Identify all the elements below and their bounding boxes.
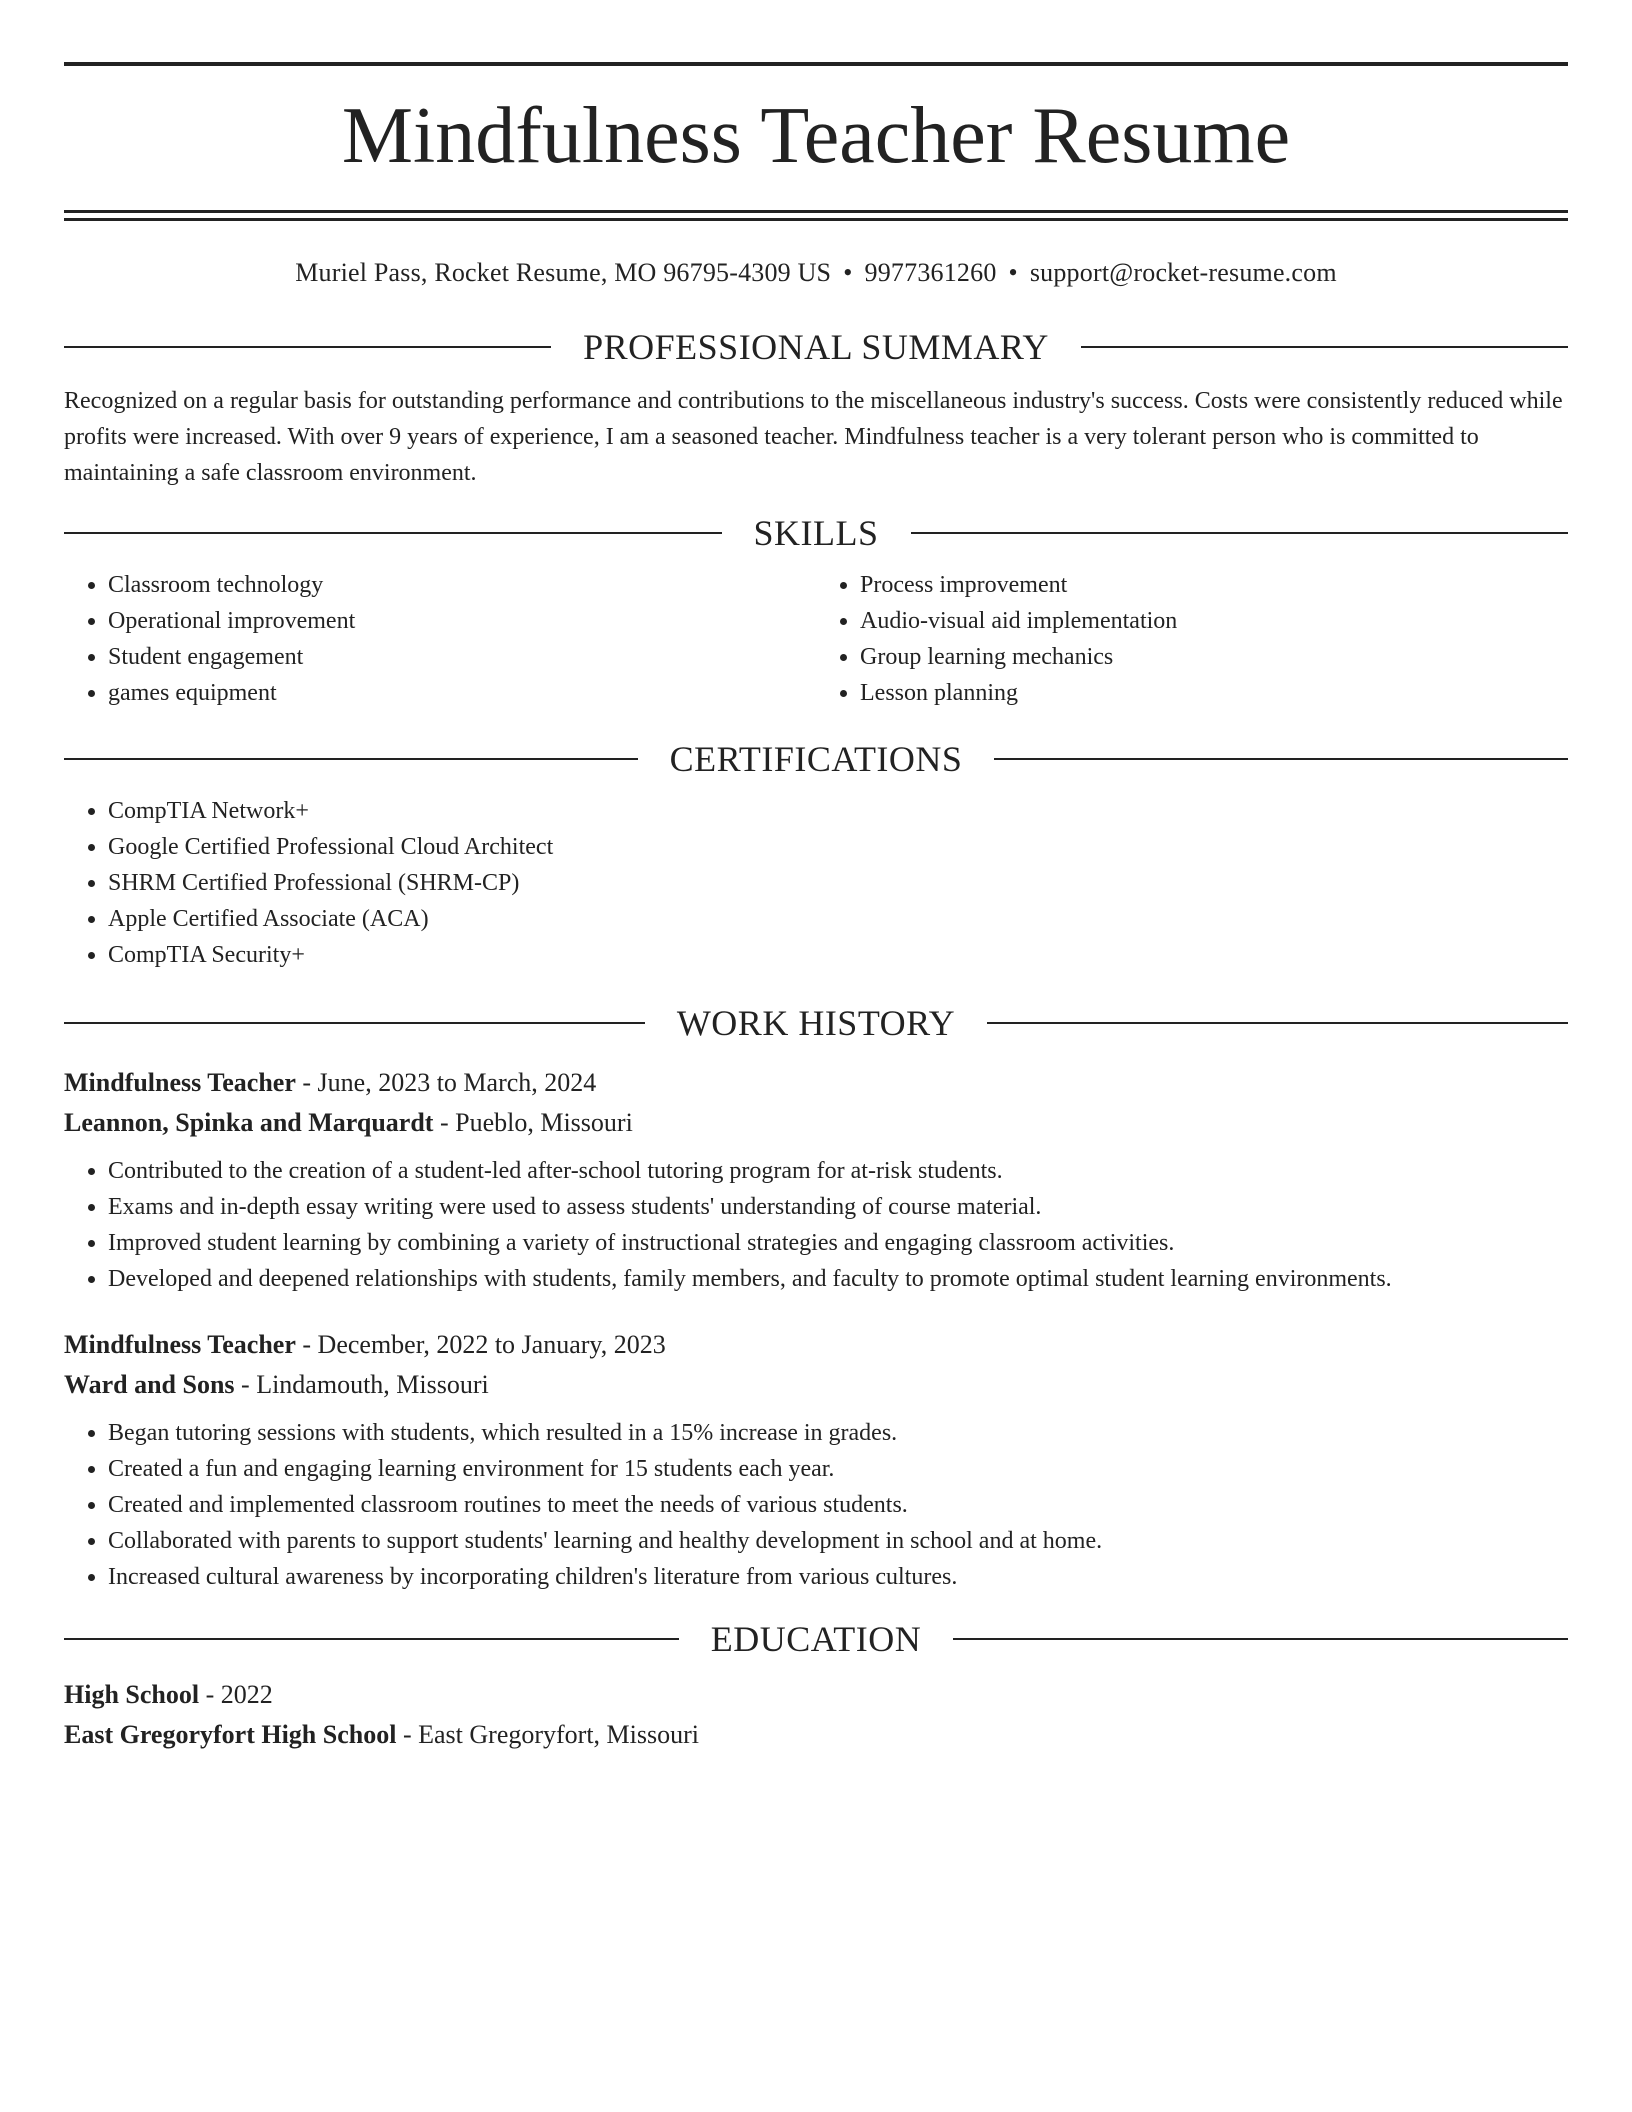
section-rule <box>64 346 551 348</box>
section-title: CERTIFICATIONS <box>669 739 963 779</box>
section-rule <box>994 758 1568 760</box>
job-bullet: • Contributed to the creation of a student-led after-school tutoring program for at-risk students. <box>108 1153 1568 1189</box>
contact-phone: 9977361260 <box>864 258 997 287</box>
job-bullets <box>64 1153 1568 1297</box>
dash: - <box>302 1330 312 1359</box>
job-title: Mindfulness Teacher <box>64 1068 296 1097</box>
job-title-line <box>64 1063 1568 1103</box>
dash: - <box>439 1108 449 1137</box>
skill-item: • Group learning mechanics <box>860 639 1568 675</box>
job-title-line <box>64 1325 1568 1365</box>
section-rule <box>911 532 1569 534</box>
dash: - <box>241 1370 250 1399</box>
section-title: PROFESSIONAL SUMMARY <box>583 327 1049 367</box>
contact-separator: • <box>843 258 853 287</box>
job-bullet: • Began tutoring sessions with students, which resulted in a 15% increase in grades. <box>108 1415 1568 1451</box>
skills-list-right <box>816 567 1568 711</box>
job-bullet: • Collaborated with parents to support students' learning and healthy development in school and at home. <box>108 1523 1568 1559</box>
job-company: Leannon, Spinka and Marquardt <box>64 1108 434 1137</box>
job-bullet: • Created a fun and engaging learning environment for 15 students each year. <box>108 1451 1568 1487</box>
job-location: Lindamouth, Missouri <box>256 1370 489 1399</box>
certification-item: • Apple Certified Associate (ACA) <box>108 901 1568 937</box>
job-bullet: • Developed and deepened relationships with students, family members, and faculty to promote optimal student learning environments. <box>108 1261 1568 1297</box>
certification-item: • SHRM Certified Professional (SHRM-CP) <box>108 865 1568 901</box>
skill-item: • Process improvement <box>860 567 1568 603</box>
contact-separator: • <box>1008 258 1018 287</box>
skill-item: • Operational improvement <box>108 603 816 639</box>
skill-item: • Lesson planning <box>860 675 1568 711</box>
certification-item: • Google Certified Professional Cloud Architect <box>108 829 1568 865</box>
job-entry <box>64 1325 1568 1595</box>
contact-email: support@rocket-resume.com <box>1029 258 1337 287</box>
job-dates: June, 2023 to March, 2024 <box>317 1068 597 1097</box>
skill-item: • Classroom technology <box>108 567 816 603</box>
skill-item: • games equipment <box>108 675 816 711</box>
dash: - <box>302 1068 312 1097</box>
job-company: Ward and Sons <box>64 1370 235 1399</box>
job-company-line <box>64 1365 1568 1405</box>
section-title: EDUCATION <box>710 1619 922 1659</box>
top-rule <box>64 62 1568 66</box>
section-header-summary <box>64 325 1568 369</box>
section-title: WORK HISTORY <box>676 1003 956 1043</box>
title-double-rule <box>64 210 1568 221</box>
job-bullet: • Created and implemented classroom routines to meet the needs of various students. <box>108 1487 1568 1523</box>
education-entry <box>64 1675 1568 1755</box>
certification-item: • CompTIA Network+ <box>108 793 1568 829</box>
certifications-list <box>64 793 1568 973</box>
job-bullets <box>64 1415 1568 1595</box>
job-entry <box>64 1063 1568 1297</box>
job-bullet: • Increased cultural awareness by incorporating children's literature from various cultures. <box>108 1559 1568 1595</box>
section-header-skills <box>64 511 1568 555</box>
contact-line <box>64 255 1568 291</box>
section-header-work-history <box>64 1001 1568 1045</box>
education-school: East Gregoryfort High School <box>64 1720 397 1749</box>
education-degree: High School <box>64 1680 200 1709</box>
section-rule <box>1081 346 1568 348</box>
section-rule <box>64 1022 645 1024</box>
job-company-line <box>64 1103 1568 1143</box>
job-bullet: • Exams and in-depth essay writing were used to assess students' understanding of course material. <box>108 1189 1568 1225</box>
dash: - <box>402 1720 412 1749</box>
section-header-education <box>64 1617 1568 1661</box>
summary-paragraph: Recognized on a regular basis for outstanding performance and contributions to the miscellaneous industry's success. Costs were consistently reduced while profits were increased. With over 9 years of experience, I am a seasoned teacher. Mindfulness teacher is a very tolerant person who is committed to maintaining a safe classroom environment. <box>64 388 1563 486</box>
job-title: Mindfulness Teacher <box>64 1330 296 1359</box>
education-year: 2022 <box>220 1680 273 1709</box>
section-rule <box>64 532 722 534</box>
job-location: Pueblo, Missouri <box>455 1108 633 1137</box>
section-rule <box>987 1022 1568 1024</box>
contact-address: Muriel Pass, Rocket Resume, MO 96795-4309 US <box>295 258 832 287</box>
section-header-certifications <box>64 737 1568 781</box>
education-location: East Gregoryfort, Missouri <box>418 1720 700 1749</box>
section-rule <box>64 1638 679 1640</box>
section-rule <box>953 1638 1568 1640</box>
education-school-line <box>64 1715 1568 1755</box>
skill-item: • Audio-visual aid implementation <box>860 603 1568 639</box>
certification-item: • CompTIA Security+ <box>108 937 1568 973</box>
education-degree-line <box>64 1675 1568 1715</box>
section-title: SKILLS <box>753 513 879 553</box>
resume-title: Mindfulness Teacher Resume <box>341 92 1291 180</box>
skills-list-left <box>64 567 816 711</box>
job-dates: December, 2022 to January, 2023 <box>317 1330 666 1359</box>
section-rule <box>64 758 638 760</box>
skill-item: • Student engagement <box>108 639 816 675</box>
skills-grid <box>64 567 1568 711</box>
dash: - <box>205 1680 215 1709</box>
job-bullet: • Improved student learning by combining a variety of instructional strategies and engaging classroom activities. <box>108 1225 1568 1261</box>
